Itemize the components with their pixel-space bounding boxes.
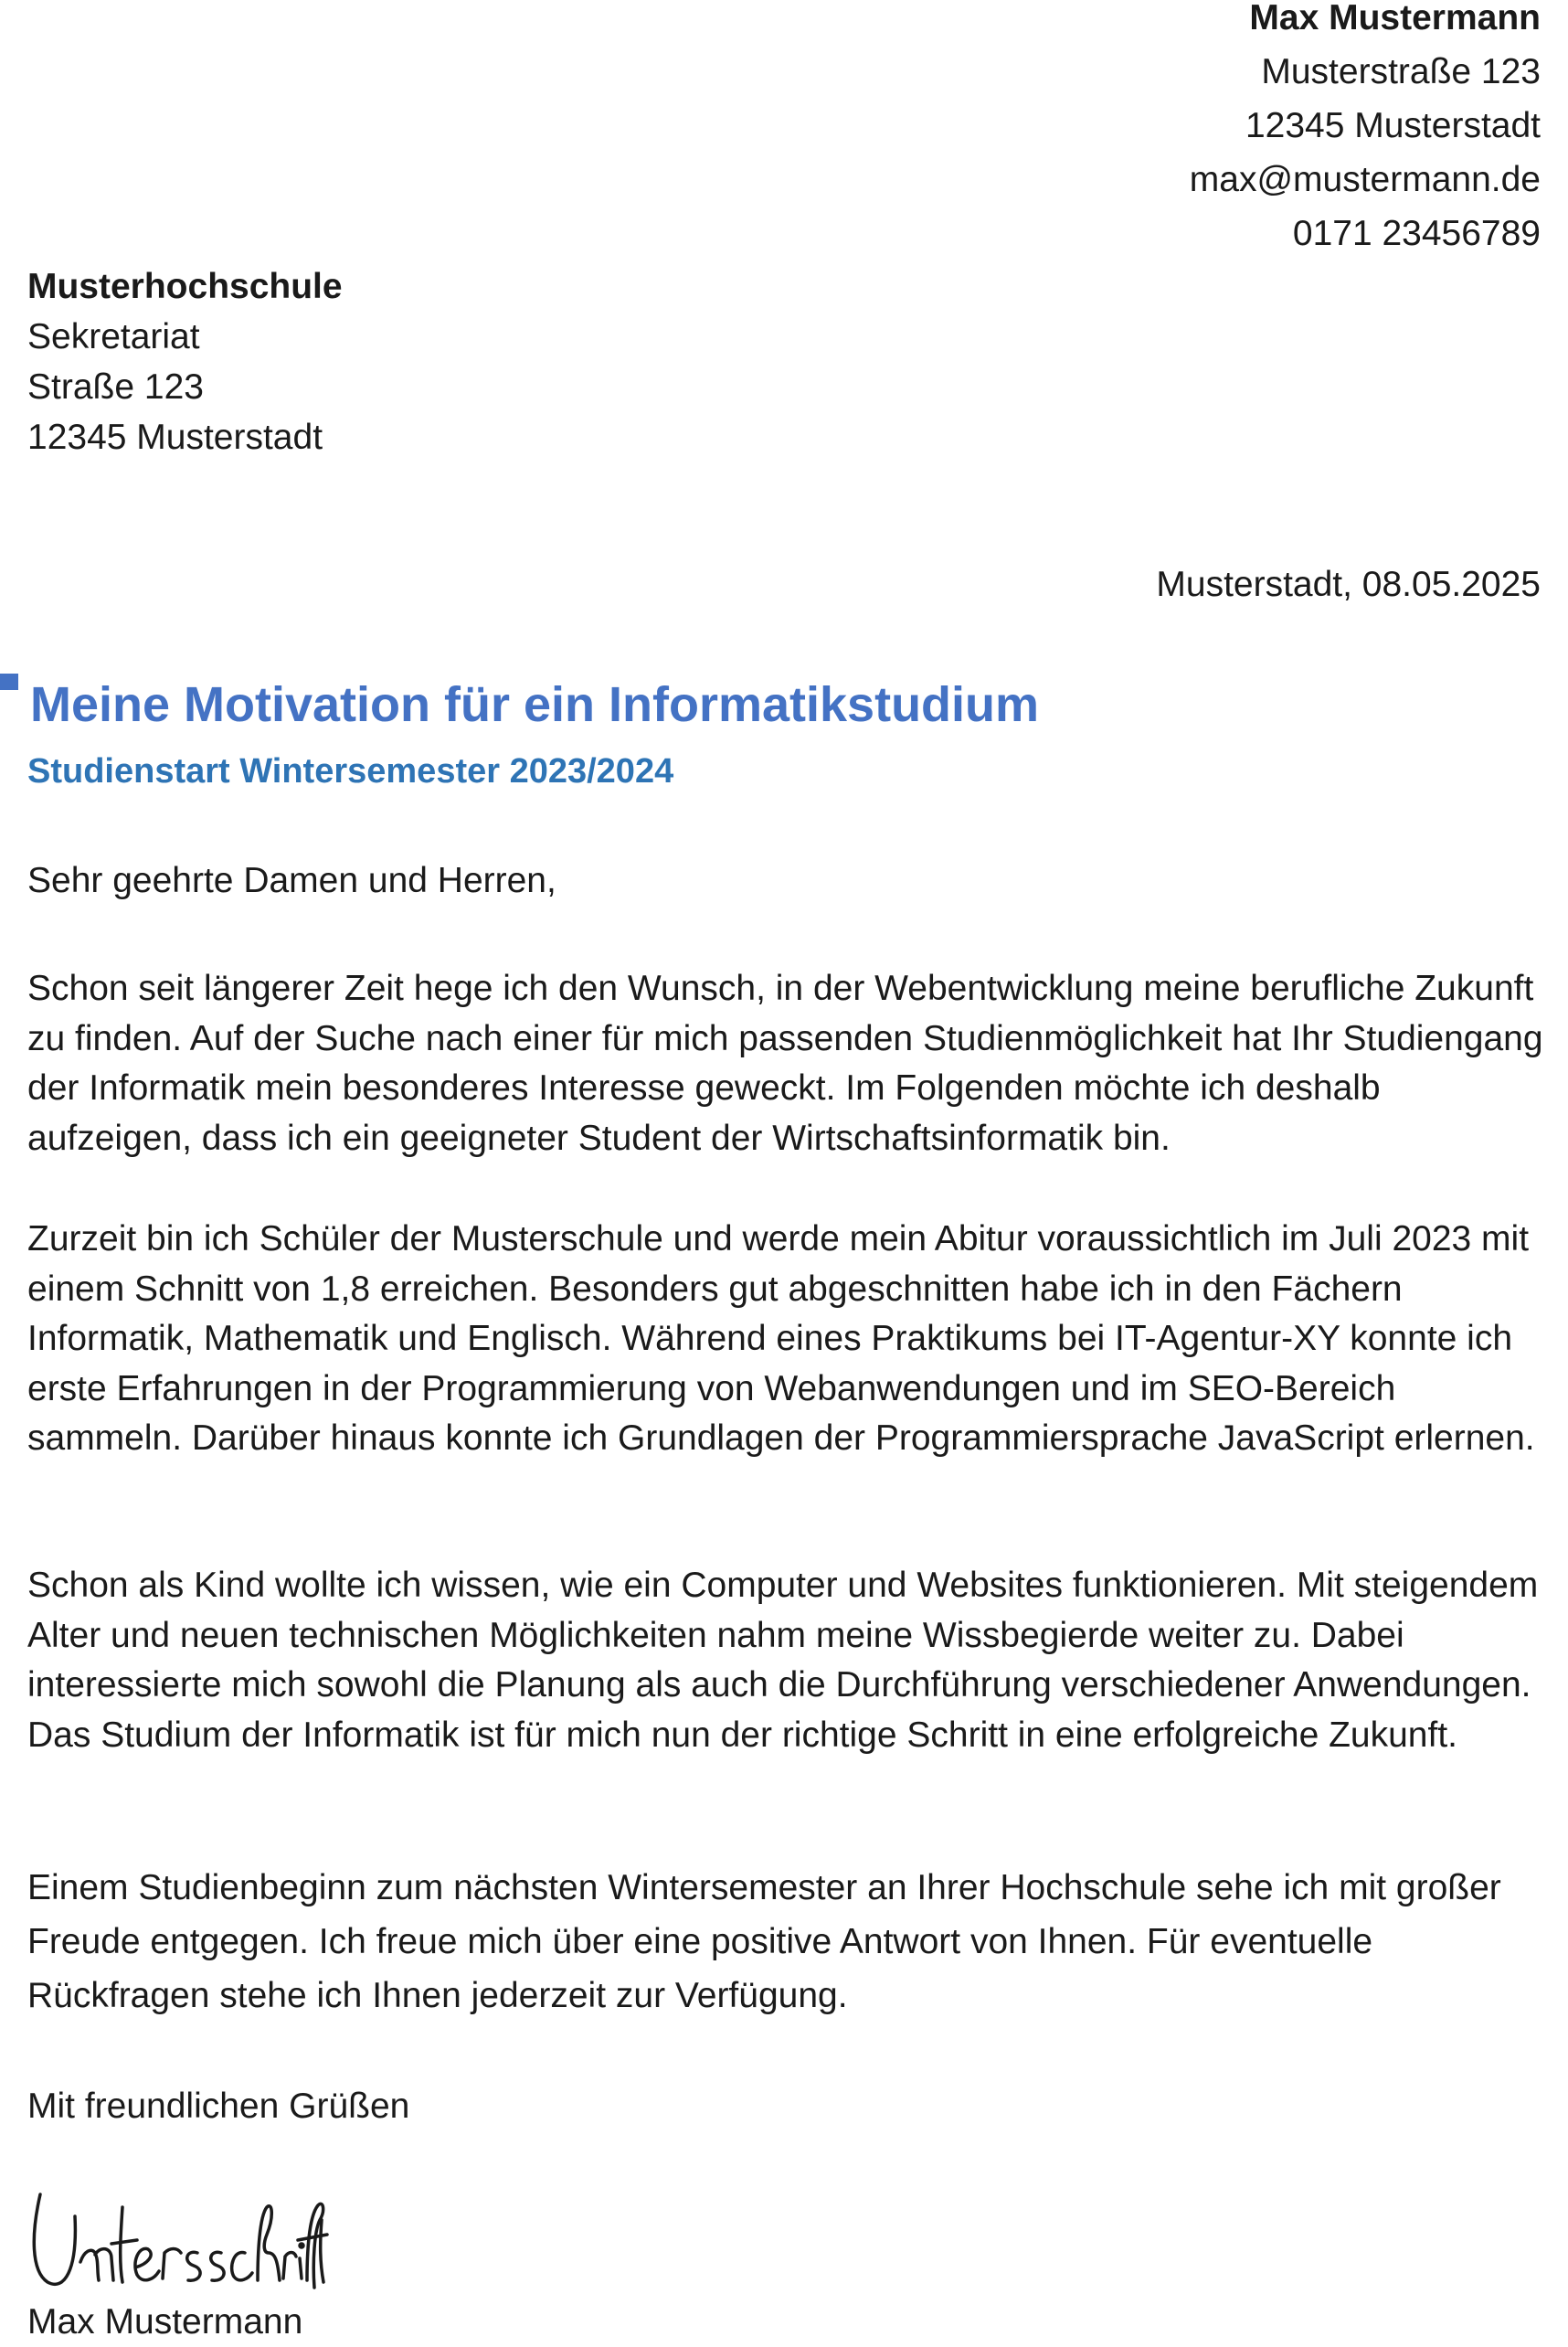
body-paragraph-3: Schon als Kind wollte ich wissen, wie ein Computer und Websites funktionieren. Mit steigendem Alter und neuen technischen Möglichkeiten nahm meine Wissbegierde weiter zu. Dabei interessierte mich sowohl die Planung als auch die Durchführung verschiedener Anwendungen. Das Studium der Informatik ist für mich nun der richtige Schritt in eine erfolgreiche Zukunft. xyxy=(27,1566,1539,1755)
recipient-street: Straße 123 xyxy=(27,367,204,407)
handwritten-signature xyxy=(27,2180,329,2303)
recipient-organization: Musterhochschule xyxy=(27,267,343,306)
signer-name: Max Mustermann xyxy=(27,2302,303,2342)
letter-title: Meine Motivation für ein Informatikstudium xyxy=(30,677,1040,732)
recipient-city: 12345 Musterstadt xyxy=(27,418,323,457)
sender-street: Musterstraße 123 xyxy=(1261,52,1541,91)
sender-phone: 0171 23456789 xyxy=(1292,214,1541,253)
body-paragraph-1: Schon seit längerer Zeit hege ich den Wunsch, in der Webentwicklung meine berufliche Zukunft zu finden. Auf der Suche nach einer für mich passenden Studienmöglichkeit hat Ihr Studiengang der Informatik mein besonderes Interesse geweckt. Im Folgenden möchte ich deshalb aufzeigen, dass ich ein geeigneter Student der Wirtschaftsinformatik bin. xyxy=(27,969,1543,1158)
sender-name: Max Mustermann xyxy=(1249,0,1541,37)
recipient-department: Sekretariat xyxy=(27,317,200,356)
sender-email: max@mustermann.de xyxy=(1189,160,1541,199)
sender-city: 12345 Musterstadt xyxy=(1245,106,1541,145)
letter-subtitle: Studienstart Wintersemester 2023/2024 xyxy=(27,752,674,791)
body-paragraph-2: Zurzeit bin ich Schüler der Musterschule und werde mein Abitur voraussichtlich im Juli 2023 mit einem Schnitt von 1,8 erreichen. Besonders gut abgeschnitten habe ich in den Fächern Informatik, Mathematik und Englisch. Während eines Praktikums bei IT-Agentur-XY konnte ich erste Erfahrungen in der Programmierung von Webanwendungen und im SEO-Bereich sammeln. Darüber hinaus konnte ich Grundlagen der Programmiersprache JavaScript erlernen. xyxy=(27,1219,1535,1458)
recipient-address-block xyxy=(27,261,343,462)
closing-phrase: Mit freundlichen Grüßen xyxy=(27,2087,410,2126)
body-paragraph-4: Einem Studienbeginn zum nächsten Wintersemester an Ihrer Hochschule sehe ich mit großer Freude entgegen. Ich freue mich über eine positive Antwort von Ihnen. Für eventuelle Rückfragen stehe ich Ihnen jederzeit zur Verfügung. xyxy=(27,1868,1501,2015)
salutation: Sehr geehrte Damen und Herren, xyxy=(27,861,556,900)
place-and-date: Musterstadt, 08.05.2025 xyxy=(1156,565,1541,604)
sender-address-block xyxy=(1190,0,1541,260)
heading-marker xyxy=(0,674,18,690)
